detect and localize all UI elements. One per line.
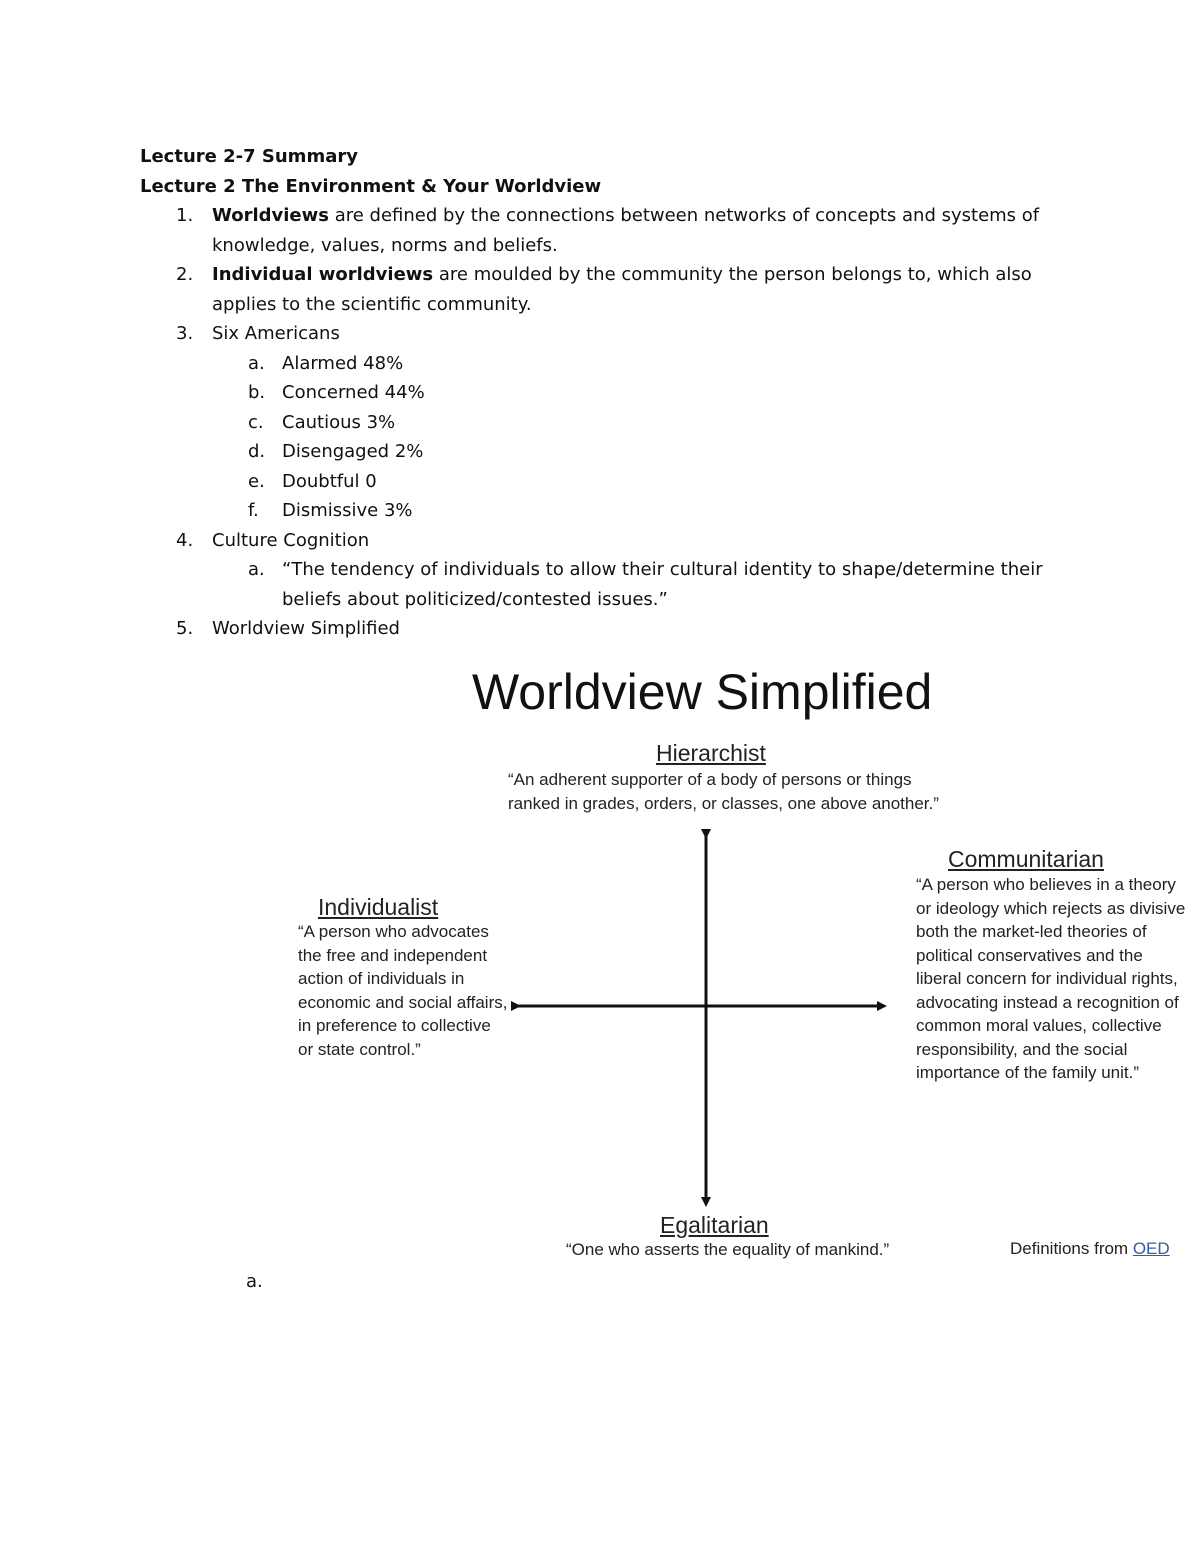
section-heading: Lecture 2 The Environment & Your Worldview: [140, 175, 602, 197]
list-number: 2.: [176, 264, 194, 285]
sub-letter: b.: [248, 382, 266, 403]
list-item: [140, 319, 1100, 526]
sub-text: Doubtful 0: [282, 470, 377, 492]
sub-text: “The tendency of individuals to allow their cultural identity to shape/determine their beliefs about politicized/contested issues.”: [282, 559, 1043, 610]
sub-list-item: [212, 408, 1100, 438]
list-item: [140, 526, 1100, 615]
six-americans-list: [212, 349, 1100, 526]
hierarchist-definition: “An adherent supporter of a body of persons or things ranked in grades, orders, or classes, one above another.”: [508, 770, 939, 813]
document-body: [140, 142, 1100, 644]
sub-text: Cautious 3%: [282, 411, 396, 433]
egalitarian-label: Egalitarian: [660, 1212, 769, 1238]
sub-text: Concerned 44%: [282, 382, 425, 403]
term-worldviews: Worldviews: [212, 205, 329, 226]
sub-list-item: [212, 349, 1100, 379]
sub-list-item: [212, 467, 1100, 497]
sub-list-item: [212, 496, 1100, 526]
sub-letter: a.: [248, 559, 265, 580]
sub-letter: d.: [248, 441, 266, 462]
sub-text: Alarmed 48%: [282, 352, 404, 374]
term-individual-worldviews: Individual worldviews: [212, 264, 434, 285]
sub-letter: f.: [248, 500, 259, 521]
item-text: Six Americans: [212, 323, 340, 344]
list-number: 1.: [176, 205, 194, 226]
sub-text: Disengaged 2%: [282, 441, 424, 462]
sub-letter: c.: [248, 411, 264, 433]
document-title: Lecture 2-7 Summary: [140, 146, 358, 167]
item-text: Culture Cognition: [212, 529, 370, 551]
sub-letter: e.: [248, 470, 265, 492]
egalitarian-definition: “One who asserts the equality of mankind.”: [566, 1240, 890, 1259]
individualist-label: Individualist: [318, 894, 439, 920]
item-text: Worldview Simplified: [212, 618, 400, 639]
communitarian-label: Communitarian: [948, 846, 1104, 872]
culture-cognition-list: [212, 555, 1100, 614]
main-list: [140, 201, 1100, 644]
communitarian-definition: “A person who believes in a theory or ideology which rejects as divisive both the market-led theories of political conservatives and the liberal concern for individual rights, advocating instead a recognition of common moral values, collective responsibility, and the social importance of the family unit.”: [916, 875, 1186, 1082]
source-note: [1010, 1238, 1170, 1260]
list-item: [140, 260, 1100, 319]
sub-list-item: [212, 555, 1100, 614]
individualist-definition: “A person who advocates the free and independent action of individuals in economic and social affairs, in preference to collective or state control.”: [298, 922, 508, 1059]
list-number: 4.: [176, 529, 194, 551]
trailing-sub-item: a.: [246, 1271, 263, 1292]
hierarchist-label: Hierarchist: [656, 740, 766, 766]
source-prefix: Definitions from: [1010, 1239, 1133, 1258]
sub-text: Dismissive 3%: [282, 500, 413, 521]
list-number: 5.: [176, 618, 194, 639]
sub-letter: a.: [248, 352, 265, 374]
list-number: 3.: [176, 323, 194, 344]
sub-list-item: [212, 437, 1100, 467]
list-item: [140, 614, 1100, 644]
item-text: are defined by the connections between networks of concepts and systems of knowledge, values, norms and beliefs.: [212, 205, 1040, 256]
worldview-diagram: [290, 658, 1190, 1268]
diagram-title: Worldview Simplified: [472, 664, 933, 720]
list-item: [140, 201, 1100, 260]
oed-link[interactable]: OED: [1132, 1239, 1170, 1258]
sub-list-item: [212, 378, 1100, 408]
item-text: are moulded by the community the person belongs to, which also applies to the scientific community.: [212, 264, 1032, 315]
